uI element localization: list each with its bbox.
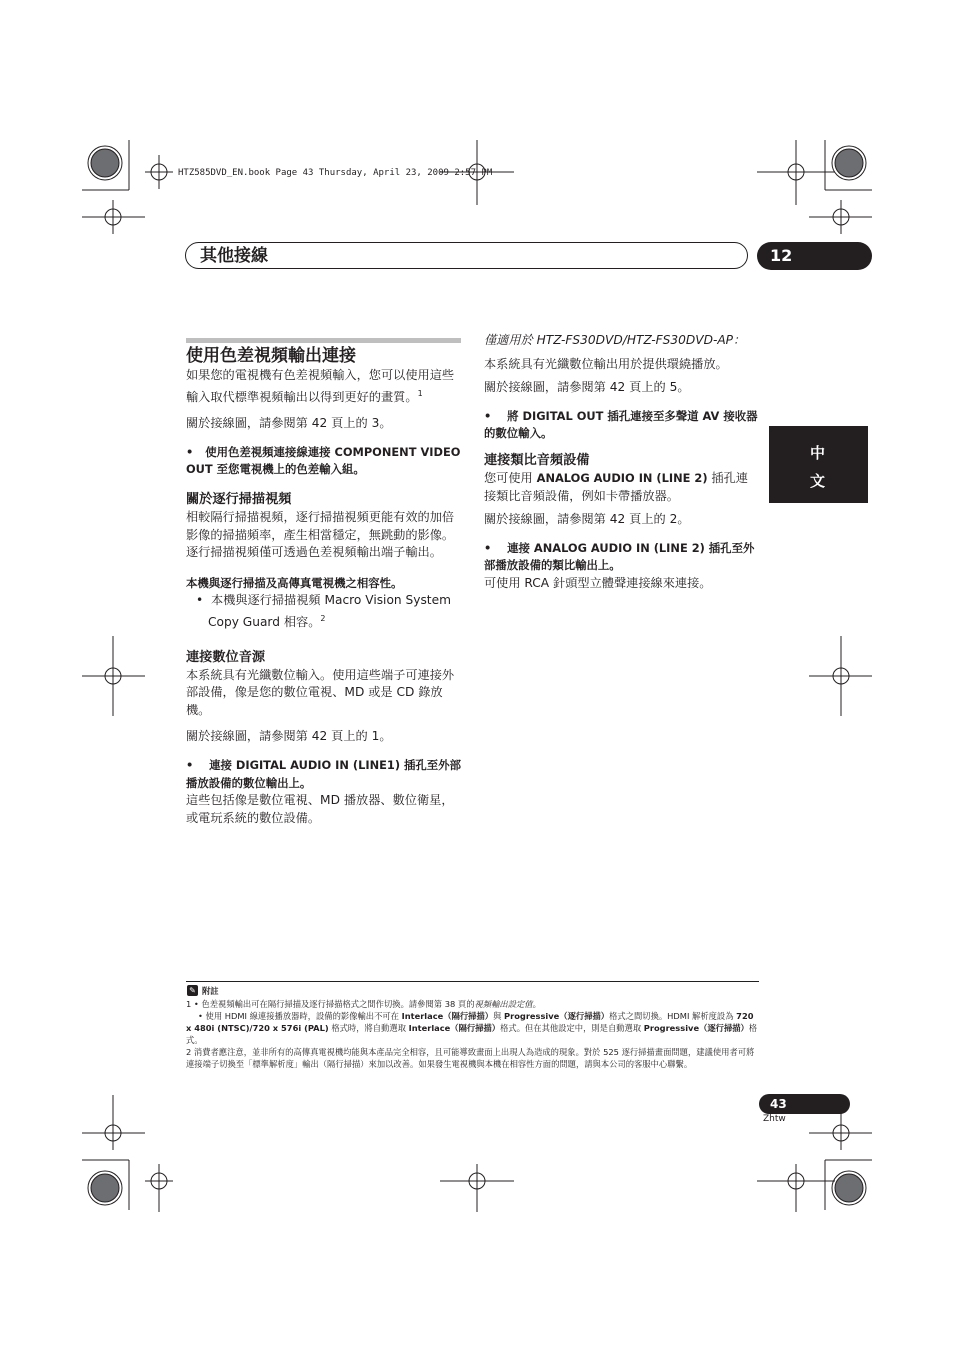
compat-item: • 本機與逐行掃描視頻 Macro Vision System Copy Guard 相容。$^2$ [196,593,451,630]
only-for-models [484,332,760,350]
note-1b-c: 與 [493,1011,505,1021]
progressive-paragraph: 相較隔行掃描視頻，逐行掃描視頻更能有效的加倍影像的掃描頻率，產生相當穩定，無跳動的影像。逐行掃描視頻僅可透過色差視頻輸出端子輸出。 [186,510,455,560]
file-info: HTZ585DVD_EN.book Page 43 Thursday, April 23, 2009 2:57 PM [178,168,493,178]
intro-paragraph [186,367,462,406]
only-for-model-list: HTZ-FS30DVD/HTZ-FS30DVD-AP： [532,333,746,347]
footnote-ref-2: 2 [320,614,326,623]
step-component: • 使用色差視頻連接線連接 COMPONENT VIDEO OUT 至您電視機上的色差輸入組。 [186,444,461,477]
chapter-header-frame [185,242,748,269]
step-digital-out-c: 插孔連接至多聲道 AV 接收器的數位輸入。 [484,408,758,441]
language-tab-line2: 文 [810,472,826,490]
page-language: Zhtw [763,1114,786,1124]
compat-item-text: 本機與逐行掃描視頻 Macro Vision System Copy Guard 相容。 [208,593,451,630]
step-digital-in: • 連接 DIGITAL AUDIO IN (LINE1) 插孔至外部播放設備的數位輸出上。 [186,758,461,790]
step-digital-text-a: 連接 [209,758,236,773]
note-1b-g: 格式時，將自動選取 [328,1023,409,1033]
chapter-title: 其他接線 [200,246,268,266]
note-1b-i: 格式。但在其他設定中，則是自動選取 [500,1023,644,1033]
left-column [186,367,462,827]
digital-paragraph: 本系統具有光纖數位輸入。使用這些端子可連接外部設備，像是您的數位電視、MD 或是 CD 錄放機。 [186,667,455,717]
notes-rule [186,981,759,982]
step-analog-a: 連接 [507,540,534,555]
subheading-analog: 連接類比音頻設備 [484,452,590,468]
section-heading: 使用色差視頻輸出連接 [186,346,356,366]
right-column [484,332,760,593]
note-1b-f: 720 x 480i (NTSC)/720 x 576i (PAL) [186,1011,754,1033]
rca-paragraph: 可使用 RCA 針頭型立體聲連接線來連接。 [484,575,712,590]
note-1-text-a: 1 • 色差視頻輸出可在隔行掃描及逐行掃描格式之間作切換。請參閱第 38 頁的 [186,999,475,1009]
chapter-number: 12 [757,242,872,270]
note-pencil-icon: ✎ [187,985,198,996]
step-digital-out-a: 將 [507,408,523,423]
note-1b [186,1010,759,1046]
step-analog-in: • 連接 ANALOG AUDIO IN (LINE 2) 插孔至外部播放設備的類比輸出上。 [484,540,755,573]
only-for-label: 僅適用於 [484,333,533,347]
intro-text: 如果您的電視機有色差視頻輸入，您可以使用這些輸入取代標準視頻輸出以得到更好的畫質。 [186,368,455,404]
analog-text-b: ANALOG AUDIO IN (LINE 2) [536,470,708,485]
note-1b-k: 格式。 [186,1023,758,1045]
note-1b-d: Progressive（逐行掃描） [504,1011,610,1021]
optical-paragraph: 本系統具有光纖數位輸出用於提供環繞播放。 [484,356,728,371]
step-analog-c: 插孔至外部播放設備的類比輸出上。 [484,540,755,573]
footnote-ref-1: 1 [417,388,423,398]
step-component-text-a: 使用色差視頻連接線連接 [205,444,335,459]
subheading-digital: 連接數位音源 [186,649,266,665]
language-tab-line1: 中 [810,444,826,462]
step-digital-out: • 將 DIGITAL OUT 插孔連接至多聲道 AV 接收器的數位輸入。 [484,408,758,441]
analog-text-a: 您可使用 [484,470,537,485]
note-2: 2 消費者應注意，並非所有的高傳真電視機均能與本產品完全相容，且可能導致畫面上出現人為造成的現象。對於 525 逐行掃描畫面問題，建議使用者可將連接端子切換至「標準解析度」輸出（隔行掃描）來加以改善。如果發生電視機與本機在相容性方面的問題，請與本公司的客服中心聯繫。 [186,1047,755,1069]
see-diagram-2: 關於接線圖，請參閱第 42 頁上的 2。 [484,512,690,527]
note-1-reference: 視頻輸出設定值 [474,999,533,1009]
subheading-progressive: 關於逐行掃描視頻 [186,492,292,508]
step-analog-b: ANALOG AUDIO IN (LINE 2) [533,540,705,555]
step-component-text-b: COMPONENT VIDEO OUT [186,444,461,477]
step-digital-text-c: 插孔至外部播放設備的數位輸出上。 [186,758,461,790]
note-1b-j: Progressive（逐行掃描） [643,1023,749,1033]
note-1 [186,998,759,1010]
note-1b-a: • 使用 HDMI 線連接播放器時，設備的影像輸出不可在 [198,1011,402,1021]
language-tab [769,426,868,503]
digital-devices-paragraph: 這些包括像是數位電視、MD 播放器、數位衛星，或電玩系統的數位設備。 [186,793,454,825]
analog-paragraph [484,470,760,505]
compat-heading: 本機與逐行掃描及高傳真電視機之相容性。 [186,575,403,590]
note-1b-b: Interlace（隔行掃描） [401,1011,494,1021]
see-diagram-3: 關於接線圖，請參閱第 42 頁上的 3。 [186,416,392,431]
step-component-text-c: 至您電視機上的色差輸入組。 [212,462,365,477]
see-diagram-1: 關於接線圖，請參閱第 42 頁上的 1。 [186,729,392,744]
see-diagram-5: 關於接線圖，請參閱第 42 頁上的 5。 [484,380,690,395]
notes-label: 附註 [202,986,219,996]
analog-text-c: 插孔連接類比音頻設備，例如卡帶播放器。 [484,470,748,503]
step-digital-text-b: DIGITAL AUDIO IN (LINE1) [235,758,401,773]
step-digital-out-b: DIGITAL OUT [522,408,604,423]
page-number: 43 [759,1094,850,1114]
note-1b-e: 格式之間切換。HDMI 解析度設為 [609,1011,737,1021]
section-rule [186,338,461,343]
note-1-text-b: 。 [532,999,541,1009]
note-1b-h: Interlace（隔行掃描） [408,1023,501,1033]
